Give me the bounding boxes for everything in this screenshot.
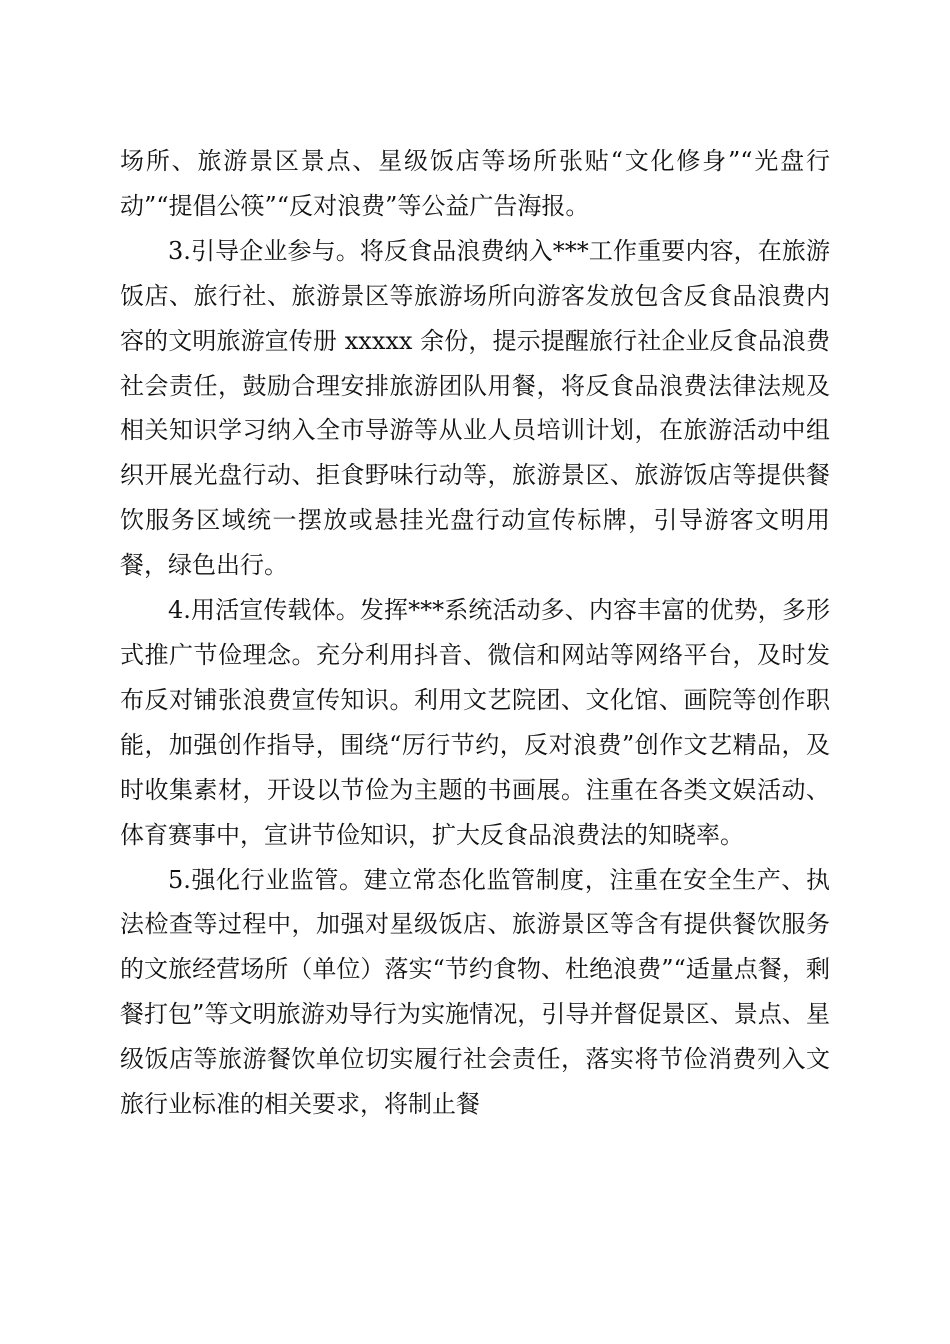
paragraph-industry-supervision: 5.强化行业监管。建立常态化监管制度，注重在安全生产、执法检查等过程中，加强对星级饭店、旅游景区等含有提供餐饮服务的文旅经营场所（单位）落实“节约食物、杜绝浪费”“适量点餐，剩餐打包”等文明旅游劝导行为实施情况，引导并督促景区、景点、星级饭店等旅游餐饮单位切实履行社会责任，落实将节俭消费列入文旅行业标准的相关要求，将制止餐 [120, 865, 830, 1119]
document-body [120, 139, 830, 1127]
paragraph-publicity-carriers: 4.用活宣传载体。发挥***系统活动多、内容丰富的优势，多形式推广节俭理念。充分利用抖音、微信和网站等网络平台，及时发布反对铺张浪费宣传知识。利用文艺院团、文化馆、画院等创作职能，加强创作指导，围绕“厉行节约，反对浪费”创作文艺精品，及时收集素材，开设以节俭为主题的书画展。注重在各类文娱活动、体育赛事中，宣讲节俭知识，扩大反食品浪费法的知晓率。 [120, 596, 830, 849]
paragraph-guide-enterprises: 3.引导企业参与。将反食品浪费纳入***工作重要内容，在旅游饭店、旅行社、旅游景区等旅游场所向游客发放包含反食品浪费内容的文明旅游宣传册 xxxxx 余份，提示提醒旅行社企业反食品浪费社会责任，鼓励合理安排旅游团队用餐，将反食品浪费法律法规及相关知识学习纳入全市导游等从业人员培训计划，在旅游活动中组织开展光盘行动、拒食野味行动等，旅游景区、旅游饭店等提供餐饮服务区域统一摆放或悬挂光盘行动宣传标牌，引导游客文明用餐，绿色出行。 [120, 236, 830, 580]
paragraph-continuation: 场所、旅游景区景点、星级饭店等场所张贴“文化修身”“光盘行动”“提倡公筷”“反对浪费”等公益广告海报。 [120, 147, 830, 220]
